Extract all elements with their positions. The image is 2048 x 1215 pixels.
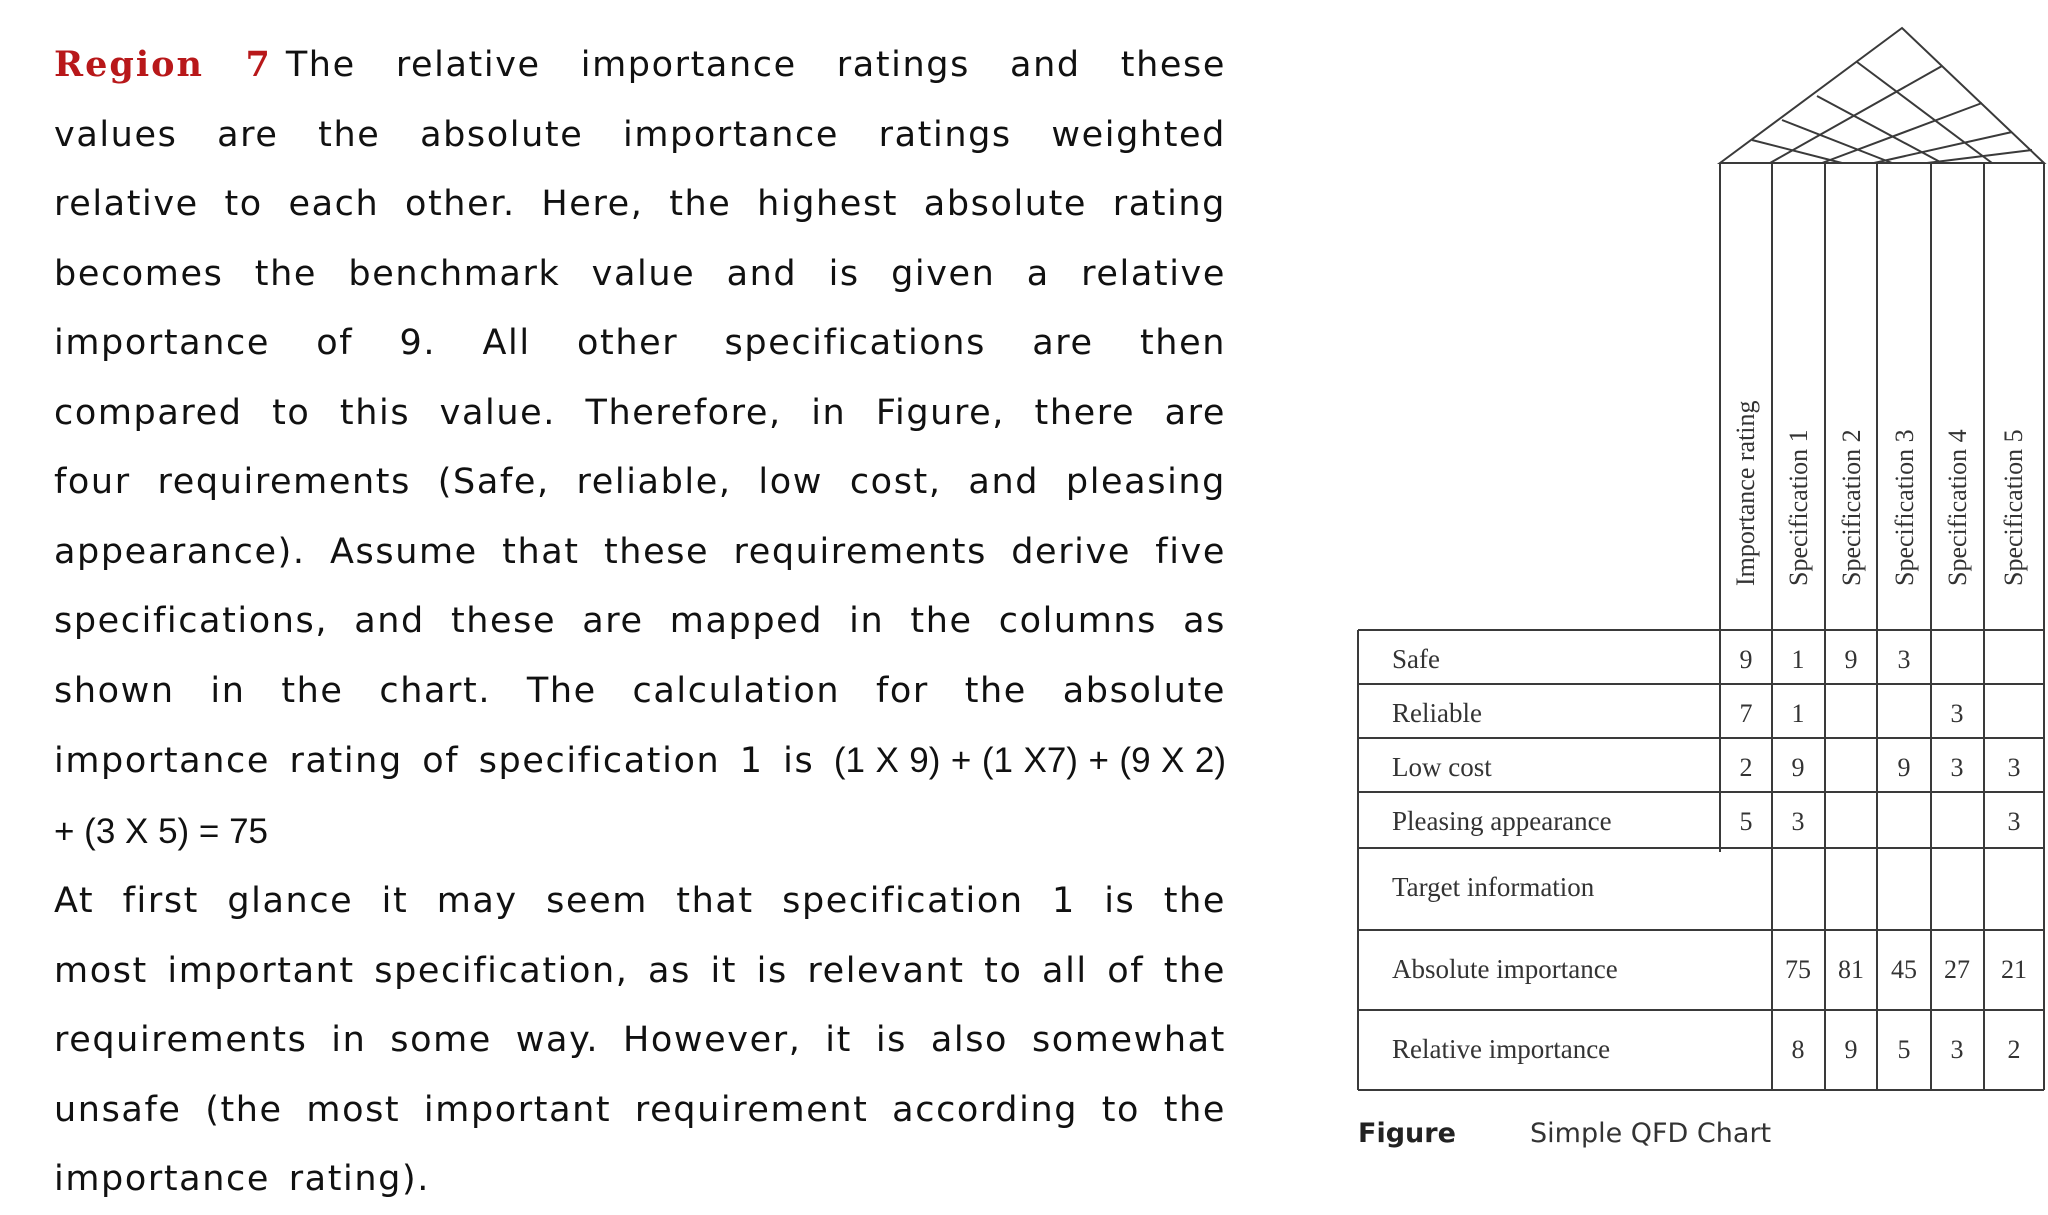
cell-low-cost-spec-4: 3 xyxy=(1950,753,1964,782)
row-label-relative: Relative importance xyxy=(1392,1034,1611,1064)
row-label-safe: Safe xyxy=(1392,644,1440,674)
cell-relative-spec-3: 5 xyxy=(1897,1035,1911,1064)
cell-absolute-spec-3: 45 xyxy=(1891,955,1917,984)
cell-safe-spec-2: 9 xyxy=(1844,645,1858,674)
row-label-target: Target information xyxy=(1392,872,1595,902)
col-header-spec-1: Specification 1 xyxy=(1784,429,1813,586)
cell-relative-spec-5: 2 xyxy=(2007,1035,2021,1064)
cell-low-cost-spec-3: 9 xyxy=(1897,753,1911,782)
figure-caption-text: Simple QFD Chart xyxy=(1530,1118,1772,1149)
cell-safe-importance: 9 xyxy=(1739,645,1753,674)
cell-relative-spec-1: 8 xyxy=(1791,1035,1805,1064)
cell-appearance-importance: 5 xyxy=(1739,807,1753,836)
qfd-roof-line xyxy=(1857,62,1992,163)
cell-low-cost-spec-5: 3 xyxy=(2007,753,2021,782)
equation: (1 X 9) + (1 X7) + (9 X 2) + (3 X 5) = 75 xyxy=(54,741,1227,851)
qfd-roof-line xyxy=(1817,96,1942,163)
qfd-roof-line xyxy=(1752,140,1842,163)
cell-relative-spec-2: 9 xyxy=(1844,1035,1858,1064)
paragraph-1-text: The relative importance ratings and these values are the absolute importance ratings weighted relative to each other. Here, the highest absolute rating becomes the benchmark value and is given a relative importance of 9. All other specifications are then compared to this value. Therefore, in Figure, there are four requirements (Safe, reliable, low cost, and pleasing appearance). Assume that these requirements derive five specifications, and these are mapped in the columns as shown in the chart. The calculation for the absolute importance rating of specification 1 is xyxy=(54,45,1226,781)
paragraph-1 xyxy=(54,30,1226,867)
cell-low-cost-spec-1: 9 xyxy=(1791,753,1805,782)
cell-reliable-spec-4: 3 xyxy=(1950,699,1964,728)
col-header-spec-5: Specification 5 xyxy=(1999,429,2028,586)
cell-absolute-spec-5: 21 xyxy=(2001,955,2027,984)
col-header-spec-3: Specification 3 xyxy=(1890,429,1919,586)
region-label: Region 7 xyxy=(54,44,272,85)
cell-relative-spec-4: 3 xyxy=(1950,1035,1964,1064)
col-header-spec-2: Specification 2 xyxy=(1837,429,1866,586)
cell-safe-spec-3: 3 xyxy=(1897,645,1911,674)
paragraph-2: At first glance it may seem that specification 1 is the most important specification, as it is relevant to all of the requirements in some way. However, it is also somewhat unsafe (the most important requirement according to the importance rating). xyxy=(54,881,1226,1199)
row-label-pleasing-appearance: Pleasing appearance xyxy=(1392,806,1612,836)
cell-absolute-spec-2: 81 xyxy=(1838,955,1864,984)
cell-absolute-spec-1: 75 xyxy=(1785,955,1811,984)
cell-appearance-spec-1: 3 xyxy=(1791,807,1805,836)
col-header-spec-4: Specification 4 xyxy=(1943,429,1972,586)
qfd-roof-outline xyxy=(1720,28,2044,163)
cell-absolute-spec-4: 27 xyxy=(1944,955,1970,984)
cell-appearance-spec-5: 3 xyxy=(2007,807,2021,836)
article-body xyxy=(54,30,1226,1215)
qfd-chart-svg xyxy=(1352,20,2048,1150)
figure-caption-label: Figure xyxy=(1358,1118,1456,1149)
cell-safe-spec-1: 1 xyxy=(1791,645,1805,674)
col-header-importance: Importance rating xyxy=(1731,400,1760,586)
qfd-chart xyxy=(1352,20,2048,1150)
cell-low-cost-importance: 2 xyxy=(1739,753,1753,782)
row-label-reliable: Reliable xyxy=(1392,698,1482,728)
row-label-absolute: Absolute importance xyxy=(1392,954,1618,984)
cell-reliable-spec-1: 1 xyxy=(1791,699,1805,728)
row-label-low-cost: Low cost xyxy=(1392,752,1492,782)
qfd-roof-line xyxy=(1927,150,2032,163)
cell-reliable-importance: 7 xyxy=(1739,699,1753,728)
